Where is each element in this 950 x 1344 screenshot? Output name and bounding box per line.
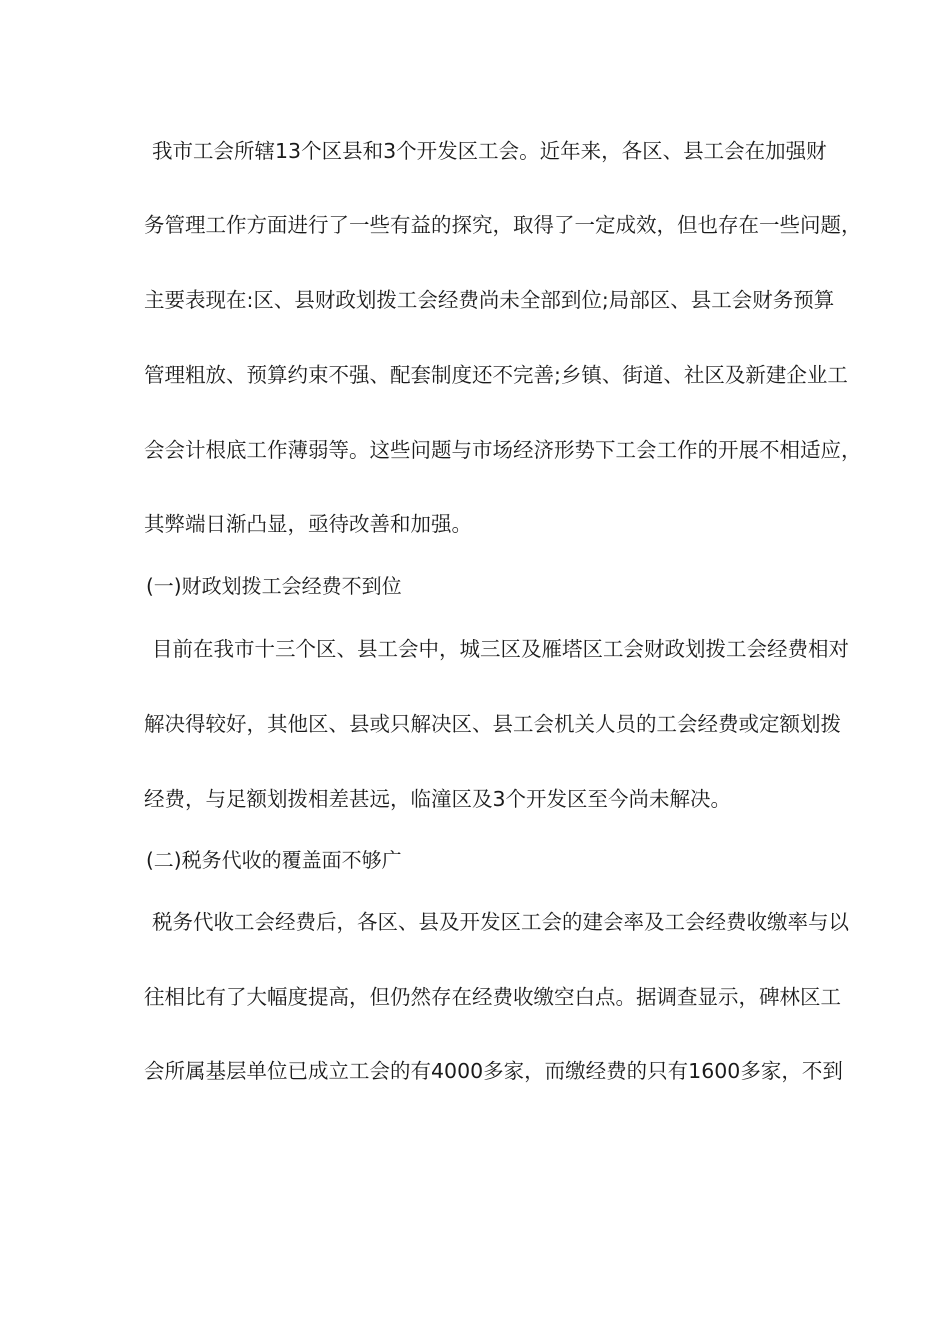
text-line: 主要表现在:区、县财政划拨工会经费尚未全部到位;局部区、县工会财务预算 (144, 288, 835, 312)
section-heading-1: (一)财政划拨工会经费不到位 (146, 574, 402, 598)
text-line: 往相比有了大幅度提高，但仍然存在经费收缴空白点。据调查显示，碑林区工 (144, 985, 841, 1009)
text-line: 会所属基层单位已成立工会的有4000多家，而缴经费的只有1600多家，不到 (144, 1059, 843, 1083)
text-line: 会会计根底工作薄弱等。这些问题与市场经济形势下工会工作的开展不相适应， (144, 438, 862, 462)
text-line: 务管理工作方面进行了一些有益的探究，取得了一定成效，但也存在一些问题， (144, 213, 862, 237)
text-line: 目前在我市十三个区、县工会中，城三区及雁塔区工会财政划拨工会经费相对 (152, 637, 849, 661)
section-heading-2: (二)税务代收的覆盖面不够广 (146, 848, 402, 872)
text-line: 解决得较好，其他区、县或只解决区、县工会机关人员的工会经费或定额划拨 (144, 712, 841, 736)
text-line: 经费，与足额划拨相差甚远，临潼区及3个开发区至今尚未解决。 (144, 787, 732, 811)
text-line: 其弊端日渐凸显，亟待改善和加强。 (144, 512, 472, 536)
text-line: 我市工会所辖13个区县和3个开发区工会。近年来，各区、县工会在加强财 (152, 139, 827, 163)
text-line: 税务代收工会经费后，各区、县及开发区工会的建会率及工会经费收缴率与以 (152, 910, 849, 934)
text-line: 管理粗放、预算约束不强、配套制度还不完善;乡镇、街道、社区及新建企业工 (144, 363, 848, 387)
